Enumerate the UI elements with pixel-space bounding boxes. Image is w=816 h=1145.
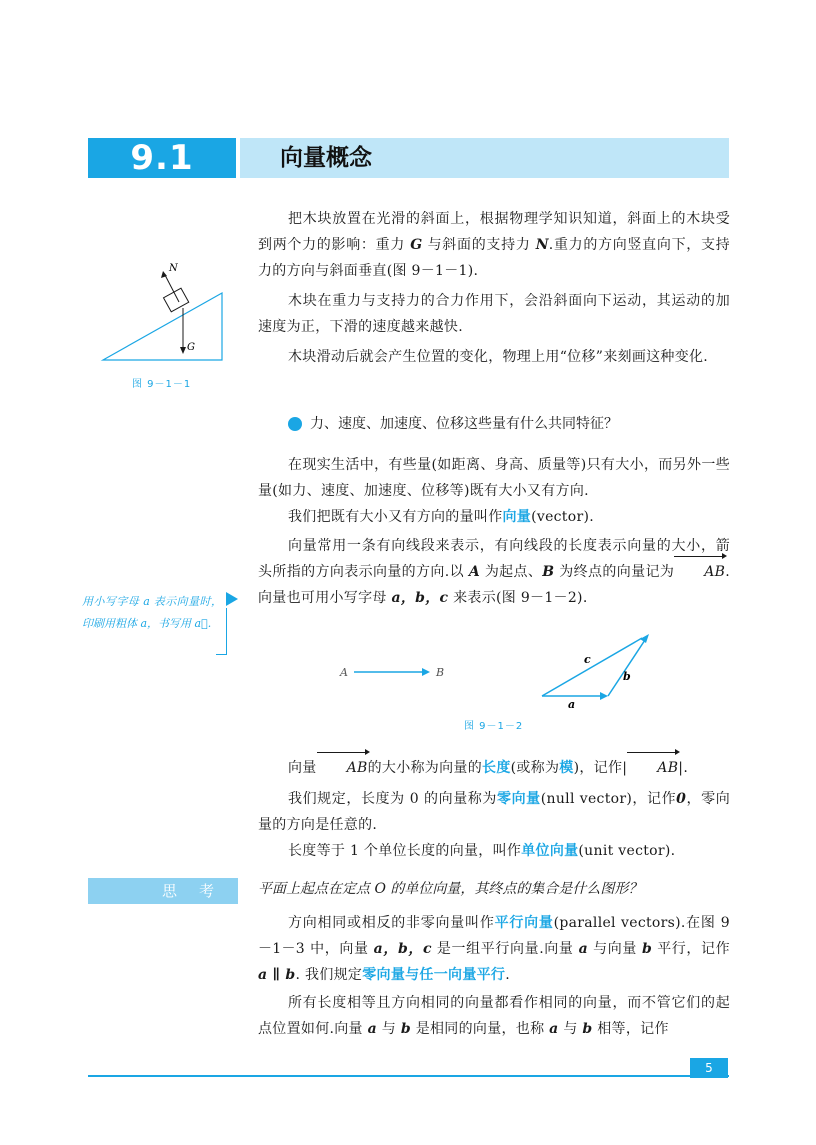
figure-incline-block xyxy=(95,258,230,368)
label-n: N xyxy=(169,263,178,274)
label-point-a: A xyxy=(340,666,348,679)
text-run: 与向量 xyxy=(593,941,637,957)
question-bullet-icon xyxy=(288,417,302,431)
label-g: G xyxy=(187,342,195,353)
page-number: 5 xyxy=(690,1058,728,1078)
text-run: (unit vector). xyxy=(578,843,676,859)
text-run: 为终点的向量记为 xyxy=(559,564,675,580)
paragraph-3: 木块滑动后就会产生位置的变化，物理上用“位移”来刻画这种变化. xyxy=(288,349,709,365)
paragraph-6 xyxy=(258,533,730,611)
label-vec-c: c xyxy=(584,653,591,666)
paragraph-2: 木块在重力与支持力的合力作用下，会沿斜面向下运动，其运动的加速度为正，下滑的速度越来越快. xyxy=(258,293,730,335)
figure-2-caption: 图 9－1－2 xyxy=(464,721,524,732)
math-b: b xyxy=(582,1021,593,1037)
text-run: 为起点、 xyxy=(484,564,543,580)
label-vec-b: b xyxy=(623,670,631,683)
text-run: 平行，记作 xyxy=(657,941,730,957)
paragraph-8 xyxy=(258,786,730,838)
section-title-band xyxy=(240,138,729,178)
paragraph-7 xyxy=(258,755,730,781)
side-note: 用小写字母 a 表示向量时，印刷用粗体 a，书写用 a⃗. xyxy=(82,595,222,630)
text-run: 把木块放置在光滑的斜面上，根据物理学知识知道，斜面上的木块受到两个力的影响：重力 xyxy=(258,211,730,253)
label-point-b: B xyxy=(436,666,445,679)
math-zero: 0 xyxy=(676,791,687,807)
math-b-point: B xyxy=(542,564,555,580)
paragraph-4: 在现实生活中，有些量(如距离、身高、质量等)只有大小，而另外一些量(如力、速度、加速度、位移等)既有大小又有方向. xyxy=(258,457,730,499)
think-box xyxy=(88,878,238,904)
text-run: 我们把既有大小又有方向的量叫作 xyxy=(288,509,503,525)
text-run: 所有长度相等且方向相同的向量都看作相同的向量，而不管它们的起点位置如何.向量 xyxy=(258,995,730,1037)
paragraph-9 xyxy=(258,838,730,864)
text-run: 是相同的向量，也称 xyxy=(415,1021,545,1037)
text-run: 来表示(图 9－1－2). xyxy=(453,590,588,606)
term-length: 长度 xyxy=(482,760,511,776)
text-run: . xyxy=(505,967,510,983)
math-b: b xyxy=(400,1021,411,1037)
section-title: 向量概念 xyxy=(280,145,372,171)
text-run: .重力的方向竖直向下，支持力的方向与斜面垂直(图 9－1－1). xyxy=(258,237,730,279)
term-unit-vector: 单位向量 xyxy=(521,843,579,859)
math-b: b xyxy=(642,941,653,957)
text-run: ，零向量的方向是任意的. xyxy=(258,791,730,833)
text-run: 长度等于 1 个单位长度的向量，叫作 xyxy=(288,843,522,859)
footer-rule xyxy=(88,1075,729,1077)
think-question xyxy=(258,876,642,902)
side-note-bracket xyxy=(216,608,227,655)
text-run: 我们规定，长度为 0 的向量称为 xyxy=(288,791,497,807)
text-run: 平面上起点在定点 xyxy=(258,881,370,897)
term-parallel-vectors: 平行向量 xyxy=(494,915,554,931)
term-vector: 向量 xyxy=(502,509,532,525)
text-run: 向量常用一条有向线段来表示，有向线段的长度表示向量的大小，箭头所指的方向表示向量的方向.以 xyxy=(258,538,730,580)
think-label: 思考 xyxy=(162,882,237,900)
text-run: )，记作| xyxy=(573,760,628,776)
text-run: 是一组平行向量.向量 xyxy=(436,941,574,957)
math-n: N xyxy=(535,237,549,253)
question-text xyxy=(310,414,618,434)
text-run: (vector). xyxy=(531,509,594,525)
figure-1-caption: 图 9－1－1 xyxy=(132,379,192,390)
incline-triangle xyxy=(103,293,222,360)
paragraph-10 xyxy=(258,910,730,988)
label-vec-a: a xyxy=(568,698,576,711)
vector-ab: AB xyxy=(317,755,368,781)
vector-ab: AB xyxy=(627,755,678,781)
math-o: O xyxy=(374,881,386,897)
text-run: 与 xyxy=(381,1021,397,1037)
figure-vectors xyxy=(330,628,660,718)
term-zero-vector: 零向量 xyxy=(496,791,541,807)
text-run: (null vector)，记作 xyxy=(540,791,677,807)
math-a: a xyxy=(578,941,588,957)
text-run: 的大小称为向量的 xyxy=(367,760,483,776)
text-run: 与斜面的支持力 xyxy=(427,237,531,253)
term-modulus: 模 xyxy=(559,760,574,776)
vector-ab: AB xyxy=(674,559,725,585)
text-run: .向量也可用小写字母 xyxy=(258,564,730,606)
text-run: 向量 xyxy=(288,760,317,776)
text-run: 的单位向量，其终点的集合是什么图形？ xyxy=(390,881,643,897)
math-a: a xyxy=(549,1021,559,1037)
math-a-point: A xyxy=(468,564,480,580)
question-label: 力、速度、加速度、位移这些量有什么共同特征？ xyxy=(310,416,618,432)
text-run: (parallel vectors).在图 9－1－3 中，向量 xyxy=(258,915,730,957)
text-run: (或称为 xyxy=(510,760,560,776)
text-run: 与 xyxy=(563,1021,578,1037)
text-run: 方向相同或相反的非零向量叫作 xyxy=(288,915,495,931)
math-a-parallel-b: a ∥ b xyxy=(258,967,296,983)
math-abc: a，b，c xyxy=(373,941,432,957)
paragraph-11 xyxy=(258,990,730,1042)
math-a: a xyxy=(367,1021,377,1037)
side-note-arrow-icon xyxy=(226,592,238,606)
text-run: 相等，记作 xyxy=(597,1021,669,1037)
wood-block xyxy=(163,288,188,312)
paragraph-1 xyxy=(258,206,730,284)
term-zero-parallel: 零向量与任一向量平行 xyxy=(362,967,506,983)
math-abc: a，b，c xyxy=(391,590,449,606)
text-run: |. xyxy=(678,760,689,776)
vector-b-arrow xyxy=(608,640,645,696)
text-run: . 我们规定 xyxy=(295,967,363,983)
paragraph-5 xyxy=(258,504,730,530)
section-number: 9.1 xyxy=(88,138,236,178)
math-g: G xyxy=(410,237,423,253)
